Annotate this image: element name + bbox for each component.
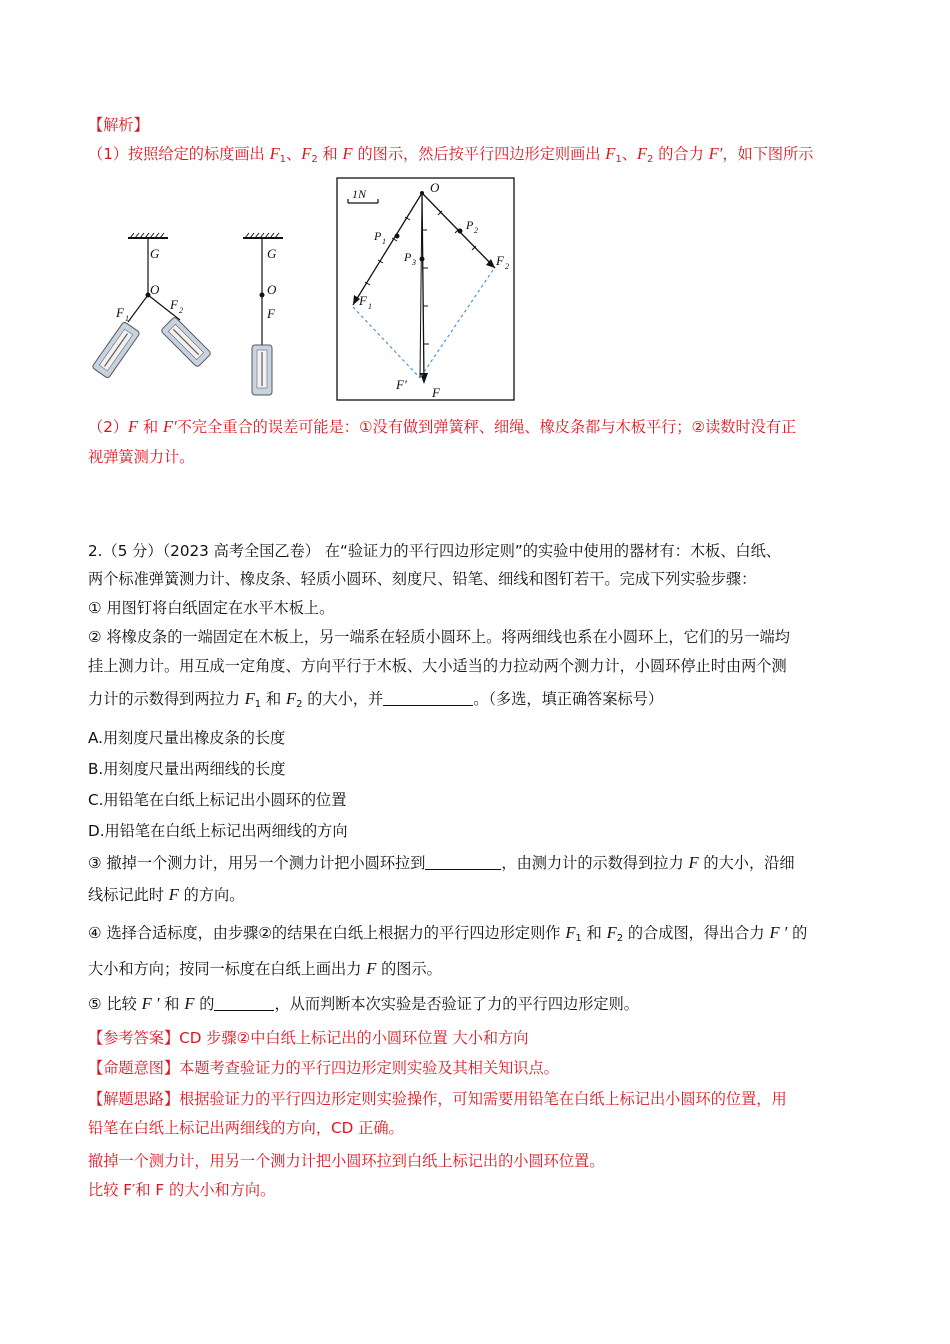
answer-blank-1 <box>383 689 473 706</box>
question-intent: 【命题意图】本题考查验证力的平行四边形定则实验及其相关知识点。 <box>88 1059 559 1077</box>
option-d: D.用铅笔在白纸上标记出两细线的方向 <box>88 822 348 840</box>
option-c: C.用铅笔在白纸上标记出小圆环的位置 <box>88 791 347 809</box>
solution-line4: 比较 F′和 F 的大小和方向。 <box>88 1181 276 1199</box>
label-O: O <box>150 282 160 297</box>
two-balance-diagram <box>92 233 212 379</box>
svg-text:3: 3 <box>412 258 416 267</box>
svg-text:2: 2 <box>179 306 183 315</box>
svg-text:P: P <box>374 229 382 243</box>
step-4-line1: ④ 选择合适标度，由步骤②的结果在白纸上根据力的平行四边形定则作 $F_1$ 和 $F_2$ 的合成图，得出合力 F ′ 的 <box>88 923 808 944</box>
svg-text:P: P <box>466 218 474 232</box>
answer-blank-3 <box>214 994 274 1011</box>
svg-text:O: O <box>267 282 277 297</box>
svg-text:1: 1 <box>382 237 386 246</box>
scale-label: 1N <box>352 187 367 201</box>
answer-blank-2 <box>425 853 501 870</box>
step-4-line2: 大小和方向；按同一标度在白纸上画出力 F 的图示。 <box>88 959 442 978</box>
question-stem-cont: 两个标准弹簧测力计、橡皮条、轻质小圆环、刻度尺、铅笔、细线和图钉若干。完成下列实验步骤： <box>88 570 757 588</box>
svg-text:F: F <box>359 293 367 308</box>
step-1: ① 用图钉将白纸固定在水平木板上。 <box>88 599 335 617</box>
analysis-part1: （1）按照给定的标度画出 $F_1$、$F_2$ 和 F 的图示，然后按平行四边形定则画出 $F_1$、$F_2$ 的合力 F′，如下图所示 <box>88 144 814 165</box>
svg-text:2: 2 <box>505 262 509 271</box>
solution-idea-line1: 【解题思路】根据验证力的平行四边形定则实验操作，可知需要用铅笔在白纸上标记出小圆环的位置，用 <box>88 1090 787 1108</box>
step-2-line2: 挂上测力计。用互成一定角度、方向平行于木板、大小适当的力拉动两个测力计，小圆环停止时由两个测 <box>88 657 787 675</box>
step-3-line2: 线标记此时 F 的方向。 <box>88 885 245 904</box>
svg-text:F: F <box>496 253 504 268</box>
single-balance-diagram <box>243 233 283 395</box>
svg-text:1: 1 <box>125 314 129 323</box>
solution-idea-line2: 铅笔在白纸上标记出两细线的方向，CD 正确。 <box>88 1119 404 1137</box>
option-a: A.用刻度尺量出橡皮条的长度 <box>88 729 286 747</box>
solution-line3: 撤掉一个测力计，用另一个测力计把小圆环拉到白纸上标记出的小圆环位置。 <box>88 1152 605 1170</box>
label-F1: F <box>116 305 124 320</box>
label-F2: F <box>170 297 178 312</box>
label-G: G <box>150 246 160 261</box>
svg-text:P: P <box>404 250 412 264</box>
svg-text:O: O <box>430 180 440 195</box>
step-5: ⑤ 比较 F ′ 和 F 的 ，从而判断本次实验是否验证了力的平行四边形定则。 <box>88 994 639 1013</box>
analysis-figure <box>0 0 950 420</box>
svg-text:F: F <box>267 306 275 321</box>
reference-answer: 【参考答案】CD 步骤②中白纸上标记出的小圆环位置 大小和方向 <box>88 1029 529 1047</box>
svg-text:F: F <box>432 385 440 400</box>
parallelogram-diagram <box>337 178 514 400</box>
option-b: B.用刻度尺量出两细线的长度 <box>88 760 286 778</box>
svg-text:F′: F′ <box>396 377 407 392</box>
step-2-line3: 力计的示数得到两拉力 $F_1$ 和 $F_2$ 的大小，并 。（多选，填正确答案标号） <box>88 689 664 710</box>
svg-text:1: 1 <box>368 302 372 311</box>
svg-text:G: G <box>267 246 277 261</box>
step-3-line1: ③ 撤掉一个测力计，用另一个测力计把小圆环拉到 ，由测力计的示数得到拉力 F 的大小，沿细 <box>88 853 795 872</box>
analysis-part2-cont: 视弹簧测力计。 <box>88 448 195 466</box>
svg-text:2: 2 <box>474 226 478 235</box>
step-2-line1: ② 将橡皮条的一端固定在木板上，另一端系在轻质小圆环上。将两细线也系在小圆环上，它们的另一端均 <box>88 628 790 646</box>
question-header: 2.（5 分）（2023 高考全国乙卷） 在“验证力的平行四边形定则”的实验中使用的器材有：木板、白纸、 <box>88 542 781 560</box>
analysis-title: 【解析】 <box>88 116 149 134</box>
analysis-part2: （2）F 和 F′不完全重合的误差可能是：①没有做到弹簧秤、细绳、橡皮条都与木板平行；②读数时没有正 <box>88 417 797 436</box>
